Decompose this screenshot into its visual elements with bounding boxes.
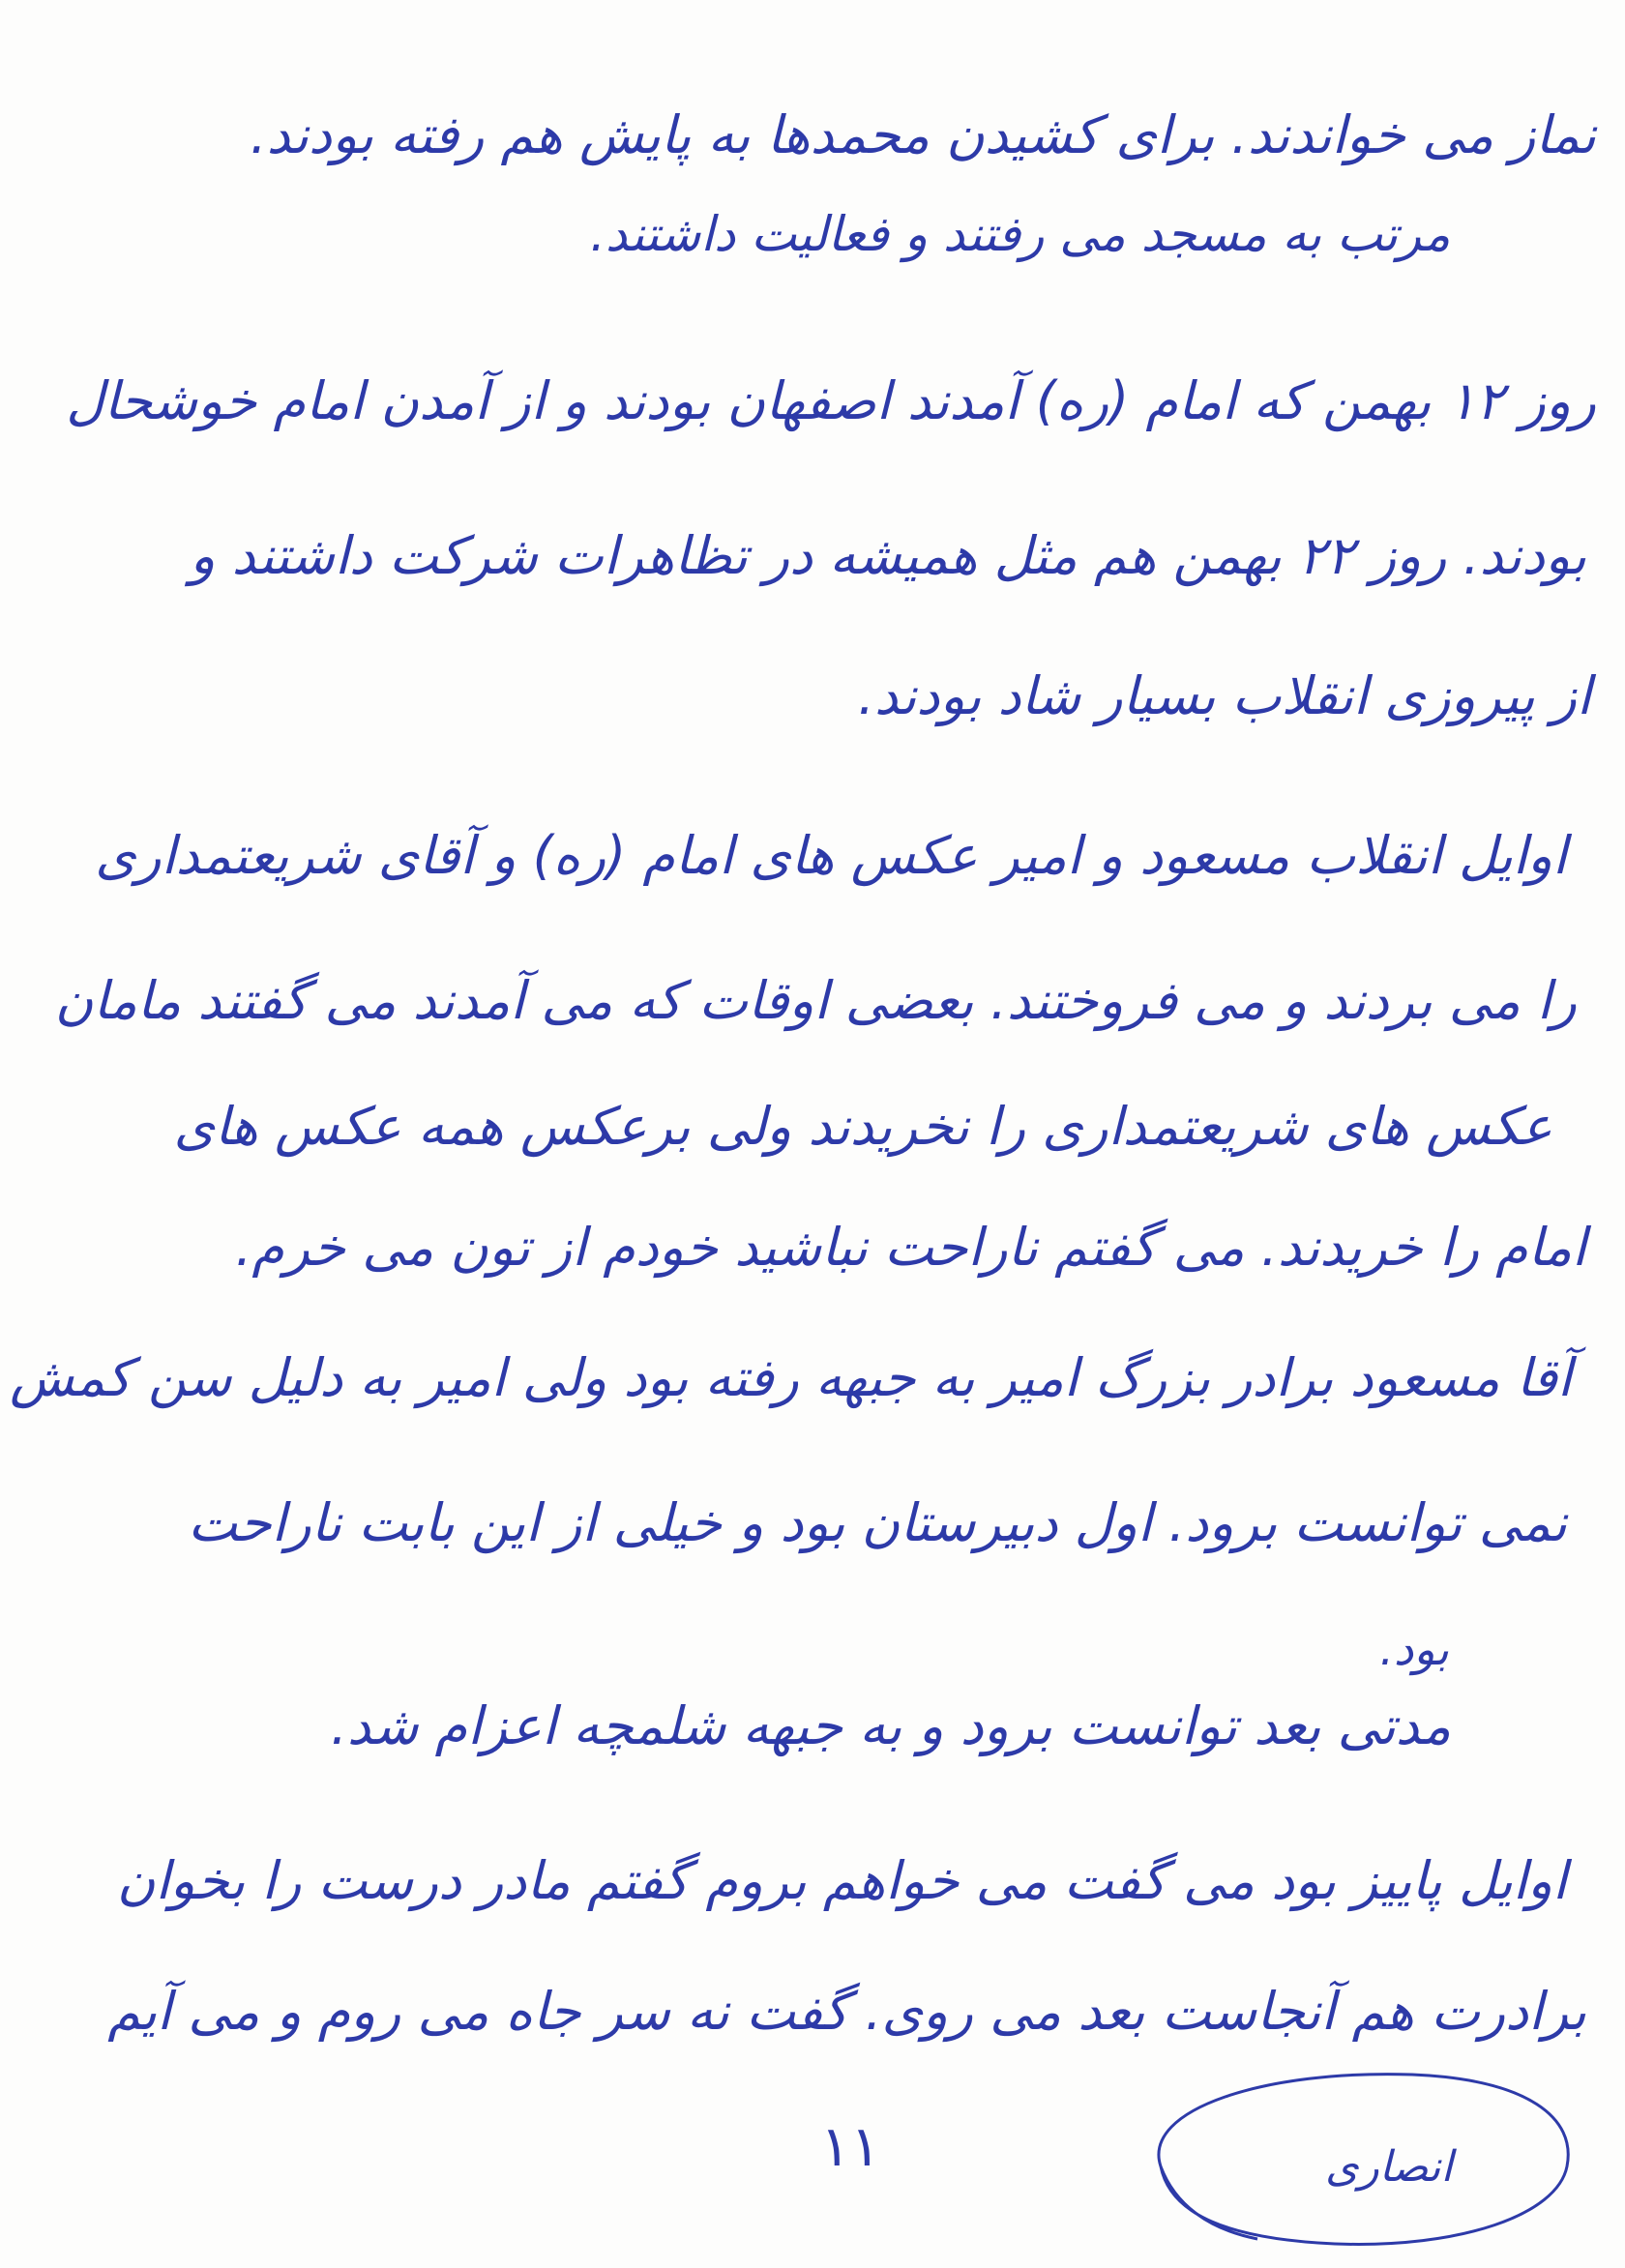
- text-line-2: مرتب به مسجد می رفتند و فعالیت داشتند.: [590, 206, 1451, 262]
- text-line-5: از پیروزی انقلاب بسیار شاد بودند.: [857, 665, 1591, 726]
- text-line-14: اوایل پاییز بود می گفت می خواهم بروم گفتم مادر درست را بخوان: [116, 1850, 1567, 1911]
- text-line-3: روز ۱۲ بهمن که امام (ره) آمدند اصفهان بودند و از آمدن امام خوشحال: [66, 370, 1596, 431]
- text-line-10: آقا مسعود برادر بزرگ امیر به جبهه رفته بود ولی امیر به دلیل سن کمش: [10, 1347, 1572, 1408]
- text-line-15: برادرت هم آنجاست بعد می روی. گفت نه سر جاه می روم و می آیم: [107, 1981, 1586, 2042]
- text-line-7: را می بردند و می فروختند. بعضی اوقات که می آمدند می گفتند مامان: [54, 970, 1577, 1031]
- text-line-8: عکس های شریعتمداری را نخریدند ولی برعکس همه عکس های: [173, 1096, 1552, 1157]
- text-line-9: امام را خریدند. می گفتم ناراحت نباشید خودم از تون می خرم.: [235, 1217, 1586, 1278]
- text-line-1: نماز می خواندند. برای کشیدن محمدها به پایش هم رفته بودند.: [250, 104, 1596, 165]
- text-line-13: مدتی بعد توانست برود و به جبهه شلمچه اعزام شد.: [330, 1695, 1451, 1756]
- signature: انصاری: [1325, 2142, 1453, 2192]
- text-line-4: بودند. روز ۲۲ بهمن هم مثل همیشه در تظاهرات شرکت داشتند و: [190, 525, 1586, 586]
- text-line-11: نمی توانست برود. اول دبیرستان بود و خیلی از این بابت ناراحت: [188, 1492, 1567, 1553]
- text-line-12: بود.: [1379, 1623, 1449, 1675]
- page-number: ۱۱: [820, 2113, 881, 2179]
- text-line-6: اوایل انقلاب مسعود و امیر عکس های امام (ره) و آقای شریعتمداری: [95, 825, 1567, 886]
